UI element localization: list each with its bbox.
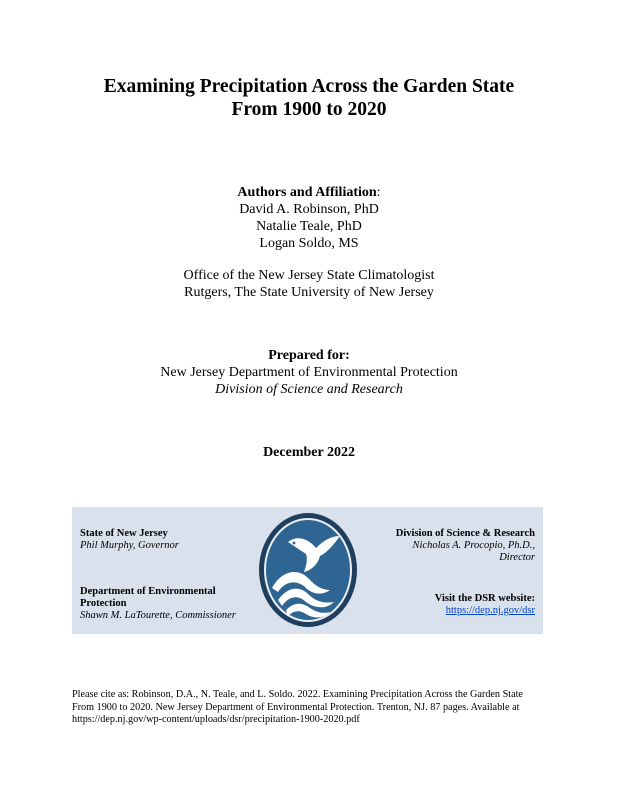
title-line-1: Examining Precipitation Across the Garden State (103, 76, 515, 97)
authors-heading-colon: : (376, 185, 381, 200)
dsr-title: Division of Science & Research (395, 528, 535, 539)
director-title: Director (499, 552, 535, 563)
affiliation-university: Rutgers, The State University of New Jersey (184, 285, 434, 300)
report-date: December 2022 (263, 445, 355, 460)
prepared-heading: Prepared for: (268, 348, 350, 363)
author-name: David A. Robinson, PhD (239, 202, 379, 217)
prepared-for-section (0, 347, 618, 398)
affiliation-office: Office of the New Jersey State Climatologist (183, 268, 435, 283)
dep-seal-logo-icon (258, 512, 358, 628)
citation-note: Please cite as: Robinson, D.A., N. Teale, and L. Soldo. 2022. Examining Precipitation Across the Garden State From 1900 to 2020. New Jersey Department of Environmental Protection. Trenton, NJ. 87 pages. Available at https://dep.nj.gov/wp-content/uploads/dsr/precipitation-1900-2020.pdf (72, 689, 523, 725)
director-name: Nicholas A. Procopio, Ph.D., (412, 540, 535, 551)
department-title-1: Department of Environmental (80, 586, 216, 597)
prepared-division: Division of Science and Research (215, 382, 403, 397)
report-title (0, 75, 618, 121)
department-title-2: Protection (80, 598, 127, 609)
author-name: Logan Soldo, MS (259, 236, 359, 251)
author-name: Natalie Teale, PhD (256, 219, 362, 234)
title-line-2: From 1900 to 2020 (231, 99, 387, 120)
authors-section (0, 184, 618, 252)
dsr-website-link[interactable]: https://dep.nj.gov/dsr (445, 605, 535, 616)
prepared-agency: New Jersey Department of Environmental Protection (160, 365, 458, 380)
affiliation-section (0, 267, 618, 301)
authors-heading-line (0, 184, 618, 201)
visit-label: Visit the DSR website: (434, 593, 535, 604)
state-title: State of New Jersey (80, 528, 168, 539)
governor-name: Phil Murphy, Governor (80, 540, 179, 551)
authors-heading: Authors and Affiliation (237, 185, 377, 200)
commissioner-name: Shawn M. LaTourette, Commissioner (80, 610, 236, 621)
